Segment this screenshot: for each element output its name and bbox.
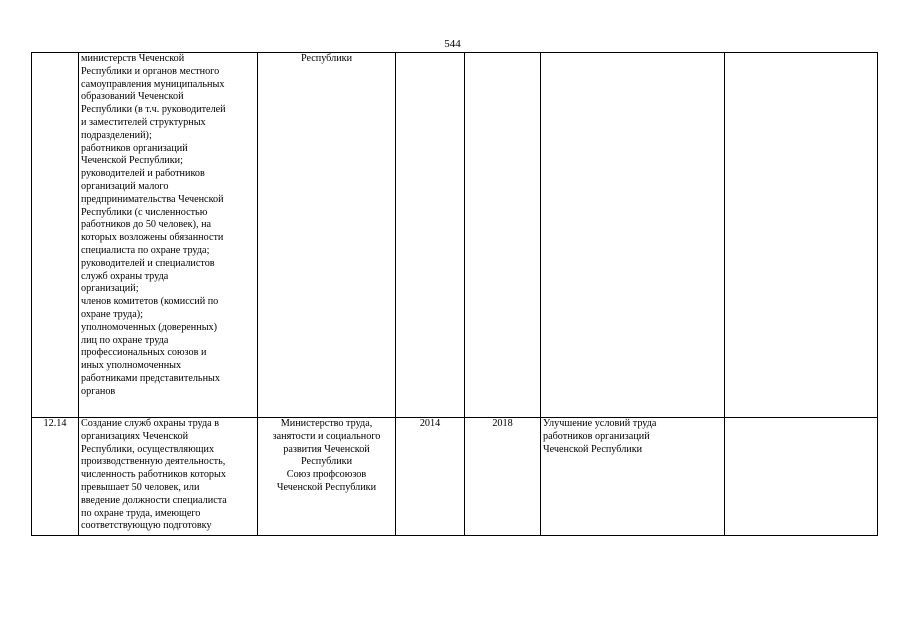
activity-description-cell: министерств Чеченской Республики и органов местного самоуправления муниципальных образований Чеченской Республики (в т.ч. руководителей и заместителей структурных подразделений); работников организаций Чеченской Республики; руководителей и работников организаций малого предпринимательства Чеченской Республики (с численностью работников до 50 человек), на которых возложены обязанности специалиста по охране труда; руководителей и специалистов служб охраны труда организаций; членов комитетов (комиссий по охране труда); уполномоченных (доверенных) лиц по охране труда профессиональных союзов и иных уполномоченных работниками представительных органов (79, 53, 258, 418)
activity-description-cell: Создание служб охраны труда в организациях Чеченской Республики, осуществляющих производственную деятельность, численность работников которых превышает 50 человек, или введение должности специалиста по охране труда, имеющего соответствующую подготовку (79, 418, 258, 536)
start-year-cell: 2014 (396, 418, 465, 536)
row-number-cell (32, 53, 79, 418)
expected-result-cell (541, 53, 725, 418)
note-cell (725, 53, 878, 418)
expected-result-cell: Улучшение условий труда работников организаций Чеченской Республики (541, 418, 725, 536)
start-year-cell (396, 53, 465, 418)
page-number: 544 (444, 38, 461, 50)
end-year-cell: 2018 (465, 418, 541, 536)
note-cell (725, 418, 878, 536)
end-year-cell (465, 53, 541, 418)
table-row (32, 418, 878, 536)
row-number-cell: 12.14 (32, 418, 79, 536)
executor-cell: Республики (258, 53, 396, 418)
table-row (32, 53, 878, 418)
program-table (31, 52, 878, 536)
executor-cell: Министерство труда, занятости и социального развития Чеченской Республики Союз профсоюзов Чеченской Республики (258, 418, 396, 536)
